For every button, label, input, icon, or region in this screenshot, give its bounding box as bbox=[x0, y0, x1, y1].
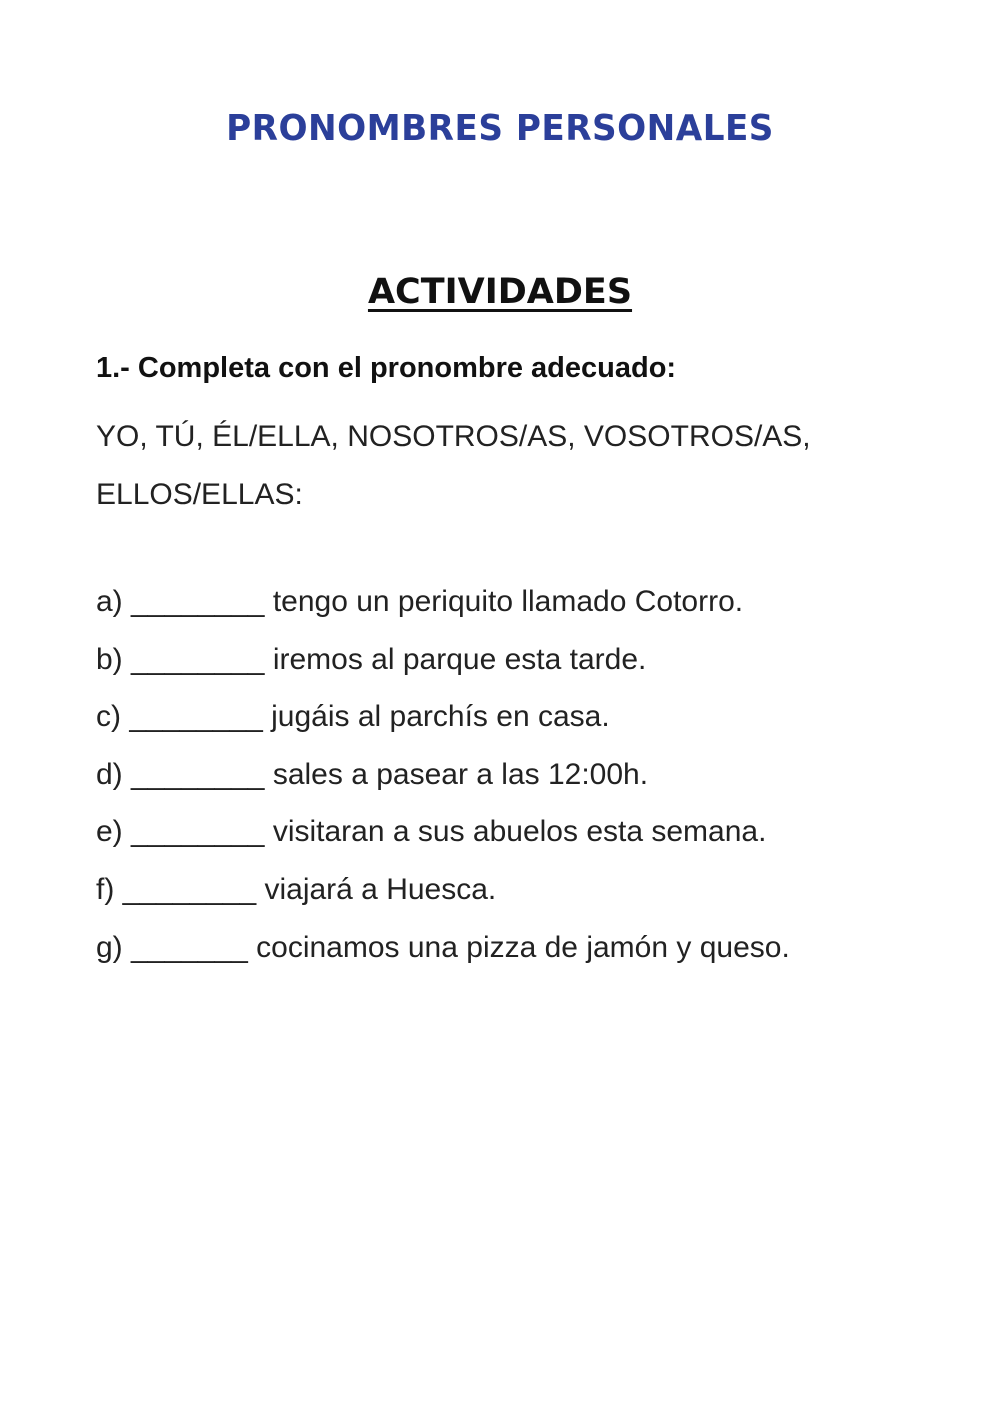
exercise-item-c: c) ________ jugáis al parchís en casa. bbox=[96, 700, 610, 734]
exercise-item-b: b) ________ iremos al parque esta tarde. bbox=[96, 642, 647, 676]
page-title: PRONOMBRES PERSONALES bbox=[226, 108, 774, 149]
exercise-item-f: f) ________ viajará a Huesca. bbox=[96, 872, 497, 906]
exercise-instruction: 1.- Completa con el pronombre adecuado: bbox=[96, 352, 677, 384]
exercise-item-e: e) ________ visitaran a sus abuelos esta semana. bbox=[96, 815, 767, 849]
exercise-item-d: d) ________ sales a pasear a las 12:00h. bbox=[96, 757, 649, 791]
pronoun-options: YO, TÚ, ÉL/ELLA, NOSOTROS/AS, VOSOTROS/AS, ELLOS/ELLAS: bbox=[96, 420, 811, 511]
exercise-items-list bbox=[96, 573, 946, 976]
exercise-item-a: a) ________ tengo un periquito llamado Cotorro. bbox=[96, 585, 744, 618]
exercise-item-g: g) _______ cocinamos una pizza de jamón y queso. bbox=[96, 930, 790, 964]
section-heading: ACTIVIDADES bbox=[367, 272, 633, 312]
section-heading-container bbox=[0, 272, 1000, 312]
